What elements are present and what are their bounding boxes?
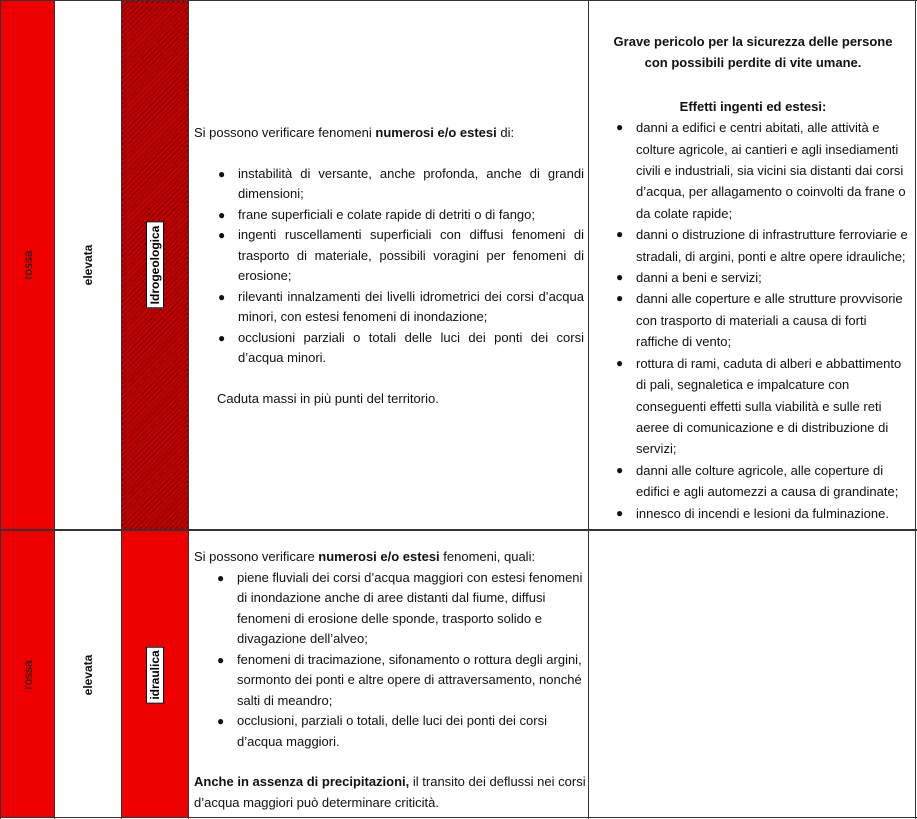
row1-tipo-cell [122, 1, 188, 529]
row2-tipo-cell [122, 531, 188, 818]
row1-description [194, 123, 586, 409]
effects-panel [596, 31, 910, 524]
row2-note: Anche in assenza di precipitazioni, il transito dei deflussi nei corsi d’acqua maggiori può determinare criticità. [194, 774, 586, 810]
list-item: ● piene fluviali dei corsi d’acqua maggiori con estesi fenomeni di inondazione anche di aree distanti dal fiume, diffusi fenomeni di erosione delle sponde, trasporto solido e divagazione dell’alveo; [217, 569, 583, 646]
list-item: ● danni o distruzione di infrastrutture ferroviarie e stradali, di argini, ponti e altre opere idrauliche; [616, 227, 908, 264]
row2-phenomena-list [194, 568, 586, 753]
list-item: ● occlusioni parziali o totali delle luci dei ponti dei corsi d’acqua minori. [218, 329, 584, 365]
list-item: ● danni alle colture agricole, alle coperture di edifici e agli automezzi a causa di grandinate; [616, 462, 899, 500]
list-item: ● danni a beni e servizi; [616, 270, 762, 286]
danger-statement: Grave pericolo per la sicurezza delle persone con possibili perdite di vite umane. [613, 34, 893, 71]
row1-colore-cell [1, 1, 54, 529]
list-item: ● rottura di rami, caduta di alberi e abbattimento di pali, segnaletica e impalcature con conseguenti effetti sulla viabilità e sulle reti aeree di comunicazione e di distribuzione di servizi; [616, 355, 902, 457]
row1-tipo-label: Idrogeologica [146, 222, 164, 309]
list-item: ● danni a edifici e centri abitati, alle attività e colture agricole, ai cantieri e agli insediamenti civili e industriali, sia vicini sia distanti dai corsi d’acqua, per allagamento o coinvolti da frane o da colate rapide; [616, 120, 906, 221]
effects-title: Effetti ingenti ed estesi: [679, 98, 827, 114]
row2-colore-label: rossa [20, 659, 35, 690]
list-item: ● instabilità di versante, anche profonda, anche di grandi dimensioni; [218, 165, 584, 201]
row1-criticita-label: elevata [81, 244, 95, 286]
row1-phenomena-list [194, 164, 584, 369]
effects-list [596, 117, 910, 524]
row1-criticita-cell [55, 1, 121, 529]
row2-colore-cell [1, 531, 54, 818]
row2-criticita-cell [55, 531, 121, 818]
list-item: ● frane superficiali e colate rapide di detriti o di fango; [218, 206, 536, 222]
list-item: ● ingenti ruscellamenti superficiali con diffusi fenomeni di trasporto di materiale, possibili voragini per fenomeni di erosione; [218, 227, 584, 283]
list-item: ● innesco di incendi e lesioni da fulminazione. [616, 505, 889, 521]
row2-intro: Si possono verificare numerosi e/o estesi fenomeni, quali: [194, 549, 536, 564]
list-item: ● danni alle coperture e alle strutture provvisorie con trasporto di materiali a causa di forti raffiche di vento; [616, 291, 903, 350]
row2-tipo-label: idraulica [146, 646, 164, 703]
row1-note: Caduta massi in più punti del territorio. [217, 390, 439, 406]
row1-colore-label: rossa [20, 250, 35, 280]
row2-description [194, 547, 586, 813]
list-item: ● occlusioni, parziali o totali, delle luci dei ponti dei corsi d’acqua maggiori. [217, 713, 547, 749]
list-item: ● rilevanti innalzamenti dei livelli idrometrici dei corsi d’acqua minori, con estesi fenomeni di inondazione; [218, 288, 584, 324]
row2-criticita-label: elevata [81, 654, 95, 695]
list-item: ● fenomeni di tracimazione, sifonamento o rottura degli argini, sormonto dei ponti e altre opere di attraversamento, nonché salti di meandro; [217, 651, 582, 708]
row1-intro: Si possono verificare fenomeni numerosi e/o estesi di: [194, 125, 515, 140]
